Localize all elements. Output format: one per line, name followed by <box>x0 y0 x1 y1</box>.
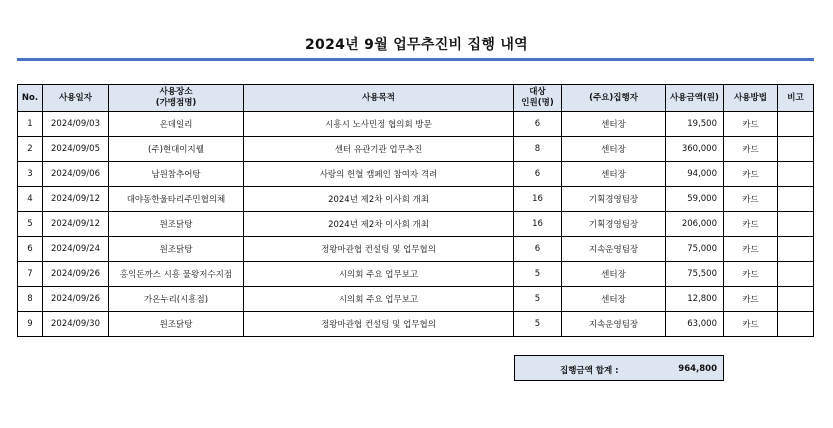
table-body <box>18 112 814 337</box>
cell-place: 가온누리(시흥점) <box>109 287 244 312</box>
cell-method: 카드 <box>724 137 778 162</box>
cell-people: 16 <box>514 212 562 237</box>
cell-amount: 63,000 <box>666 312 724 337</box>
table-row <box>18 112 814 137</box>
cell-method: 카드 <box>724 287 778 312</box>
cell-place: (주)현대이지웰 <box>109 137 244 162</box>
cell-place: 원조닭탕 <box>109 237 244 262</box>
cell-people: 6 <box>514 162 562 187</box>
col-people-header-line2: 인원(명) <box>521 98 554 108</box>
cell-amount: 75,500 <box>666 262 724 287</box>
table-row <box>18 312 814 337</box>
total-amount: 964,800 <box>678 364 717 374</box>
col-no-header: No. <box>18 85 43 112</box>
cell-people: 6 <box>514 112 562 137</box>
cell-place: 온데일리 <box>109 112 244 137</box>
cell-no: 4 <box>18 187 43 212</box>
cell-people: 5 <box>514 287 562 312</box>
page-title: 2024년 9월 업무추진비 집행 내역 <box>305 37 528 53</box>
cell-note <box>778 262 814 287</box>
cell-method: 카드 <box>724 212 778 237</box>
cell-executor: 센터장 <box>562 162 666 187</box>
col-place-header-line1: 사용장소 <box>159 87 193 97</box>
table-header <box>18 85 814 112</box>
cell-no: 9 <box>18 312 43 337</box>
cell-date: 2024/09/12 <box>43 187 109 212</box>
cell-purpose: 사랑의 헌혈 캠페인 참여자 격려 <box>244 162 514 187</box>
cell-people: 16 <box>514 187 562 212</box>
cell-place: 홍익돈까스 시흥 물왕저수지점 <box>109 262 244 287</box>
col-method-header: 사용방법 <box>724 85 778 112</box>
cell-amount: 59,000 <box>666 187 724 212</box>
cell-amount: 360,000 <box>666 137 724 162</box>
cell-amount: 12,800 <box>666 287 724 312</box>
cell-date: 2024/09/26 <box>43 287 109 312</box>
cell-purpose: 센터 유관기관 업무추진 <box>244 137 514 162</box>
table-row <box>18 212 814 237</box>
cell-date: 2024/09/03 <box>43 112 109 137</box>
cell-no: 2 <box>18 137 43 162</box>
cell-place: 남원참추어탕 <box>109 162 244 187</box>
col-people-header-line1: 대상 <box>529 87 546 97</box>
cell-purpose: 정왕마관협 컨설팅 및 업무협의 <box>244 312 514 337</box>
cell-purpose: 시흥시 노사민정 협의회 방문 <box>244 112 514 137</box>
cell-date: 2024/09/12 <box>43 212 109 237</box>
table-row <box>18 237 814 262</box>
col-executor-header: (주요)집행자 <box>562 85 666 112</box>
title-underline <box>17 58 814 61</box>
cell-note <box>778 312 814 337</box>
col-place-header <box>109 85 244 112</box>
cell-no: 3 <box>18 162 43 187</box>
cell-date: 2024/09/05 <box>43 137 109 162</box>
header-row <box>18 85 814 112</box>
table-row <box>18 137 814 162</box>
cell-method: 카드 <box>724 262 778 287</box>
cell-executor: 기획경영팀장 <box>562 187 666 212</box>
cell-note <box>778 187 814 212</box>
cell-date: 2024/09/30 <box>43 312 109 337</box>
cell-place: 대야동한울타리주민협의체 <box>109 187 244 212</box>
cell-date: 2024/09/06 <box>43 162 109 187</box>
cell-method: 카드 <box>724 187 778 212</box>
cell-people: 6 <box>514 237 562 262</box>
cell-executor: 센터장 <box>562 262 666 287</box>
cell-no: 8 <box>18 287 43 312</box>
cell-amount: 19,500 <box>666 112 724 137</box>
cell-purpose: 시의회 주요 업무보고 <box>244 287 514 312</box>
table-row <box>18 287 814 312</box>
table-row <box>18 262 814 287</box>
cell-purpose: 2024년 제2차 이사회 개최 <box>244 187 514 212</box>
cell-amount: 206,000 <box>666 212 724 237</box>
cell-no: 1 <box>18 112 43 137</box>
table-row <box>18 162 814 187</box>
total-label: 집행금액 합계 : <box>560 366 619 376</box>
cell-amount: 94,000 <box>666 162 724 187</box>
total-summary-box <box>514 355 724 381</box>
cell-executor: 지속운영팀장 <box>562 312 666 337</box>
col-note-header: 비고 <box>778 85 814 112</box>
cell-people: 8 <box>514 137 562 162</box>
cell-note <box>778 212 814 237</box>
table-row <box>18 187 814 212</box>
cell-note <box>778 237 814 262</box>
cell-people: 5 <box>514 262 562 287</box>
cell-executor: 기획경영팀장 <box>562 212 666 237</box>
cell-method: 카드 <box>724 237 778 262</box>
cell-purpose: 시의회 주요 업무보고 <box>244 262 514 287</box>
cell-note <box>778 287 814 312</box>
cell-purpose: 정왕마관협 컨설팅 및 업무협의 <box>244 237 514 262</box>
cell-people: 5 <box>514 312 562 337</box>
cell-amount: 75,000 <box>666 237 724 262</box>
cell-no: 7 <box>18 262 43 287</box>
expense-table <box>17 84 814 337</box>
cell-note <box>778 112 814 137</box>
cell-place: 원조닭탕 <box>109 312 244 337</box>
col-place-header-line2: (가맹점명) <box>155 98 197 108</box>
cell-note <box>778 162 814 187</box>
col-purpose-header: 사용목적 <box>244 85 514 112</box>
cell-executor: 센터장 <box>562 112 666 137</box>
col-date-header: 사용일자 <box>43 85 109 112</box>
col-people-header <box>514 85 562 112</box>
cell-place: 원조닭탕 <box>109 212 244 237</box>
cell-executor: 센터장 <box>562 137 666 162</box>
cell-executor: 지속운영팀장 <box>562 237 666 262</box>
cell-date: 2024/09/26 <box>43 262 109 287</box>
cell-date: 2024/09/24 <box>43 237 109 262</box>
cell-note <box>778 137 814 162</box>
cell-no: 6 <box>18 237 43 262</box>
cell-method: 카드 <box>724 162 778 187</box>
cell-no: 5 <box>18 212 43 237</box>
cell-method: 카드 <box>724 312 778 337</box>
cell-executor: 센터장 <box>562 287 666 312</box>
cell-method: 카드 <box>724 112 778 137</box>
col-amount-header: 사용금액(원) <box>666 85 724 112</box>
cell-purpose: 2024년 제2차 이사회 개최 <box>244 212 514 237</box>
